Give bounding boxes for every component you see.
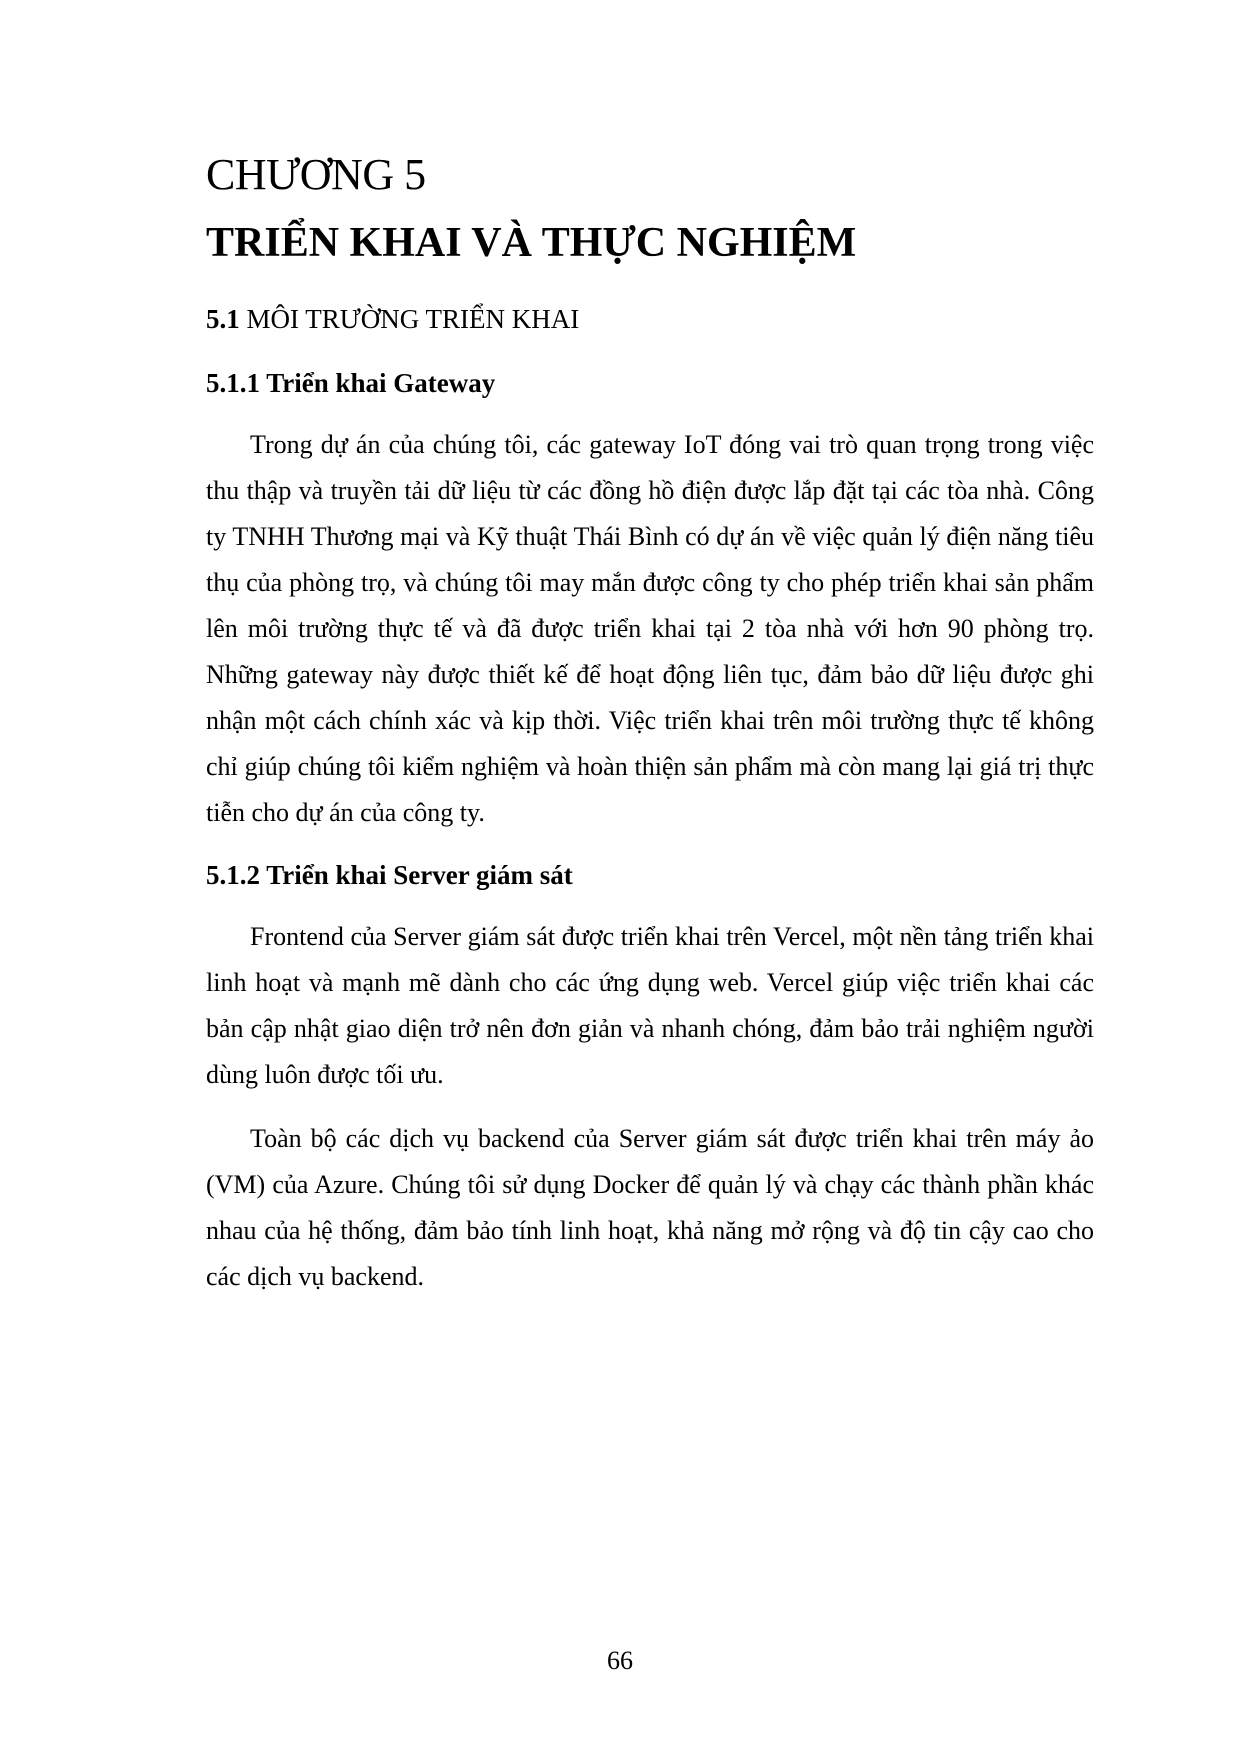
section-heading-5-1-2: 5.1.2 Triển khai Server giám sát xyxy=(206,860,573,890)
chapter-number: CHƯƠNG 5 xyxy=(206,150,426,199)
page-number: 66 xyxy=(607,1646,633,1675)
section-heading-5-1 xyxy=(206,302,579,336)
section-heading-5-1-1: 5.1.1 Triển khai Gateway xyxy=(206,368,496,398)
paragraph-backend: Toàn bộ các dịch vụ backend của Server giám sát được triển khai trên máy ảo (VM) của Azure. Chúng tôi sử dụng Docker để quản lý và chạy các thành phần khác nhau của hệ thống, đảm bảo tính linh hoạt, khả năng mở rộng và độ tin cậy cao cho các dịch vụ backend. xyxy=(206,1124,1094,1291)
chapter-title: TRIỂN KHAI VÀ THỰC NGHIỆM xyxy=(206,220,857,266)
paragraph-gateway: Trong dự án của chúng tôi, các gateway IoT đóng vai trò quan trọng trong việc thu thập và truyền tải dữ liệu từ các đồng hồ điện được lắp đặt tại các tòa nhà. Công ty TNHH Thương mại và Kỹ thuật Thái Bình có dự án về việc quản lý điện năng tiêu thụ của phòng trọ, và chúng tôi may mắn được công ty cho phép triển khai sản phẩm lên môi trường thực tế và đã được triển khai tại 2 tòa nhà với hơn 90 phòng trọ. Những gateway này được thiết kế để hoạt động liên tục, đảm bảo dữ liệu được ghi nhận một cách chính xác và kịp thời. Việc triển khai trên môi trường thực tế không chỉ giúp chúng tôi kiểm nghiệm và hoàn thiện sản phẩm mà còn mang lại giá trị thực tiễn cho dự án của công ty. xyxy=(206,430,1094,827)
section-number: 5.1 xyxy=(206,304,240,334)
section-title: MÔI TRƯỜNG TRIỂN KHAI xyxy=(246,304,580,334)
paragraph-frontend: Frontend của Server giám sát được triển khai trên Vercel, một nền tảng triển khai linh hoạt và mạnh mẽ dành cho các ứng dụng web. Vercel giúp việc triển khai các bản cập nhật giao diện trở nên đơn giản và nhanh chóng, đảm bảo trải nghiệm người dùng luôn được tối ưu. xyxy=(206,922,1094,1089)
